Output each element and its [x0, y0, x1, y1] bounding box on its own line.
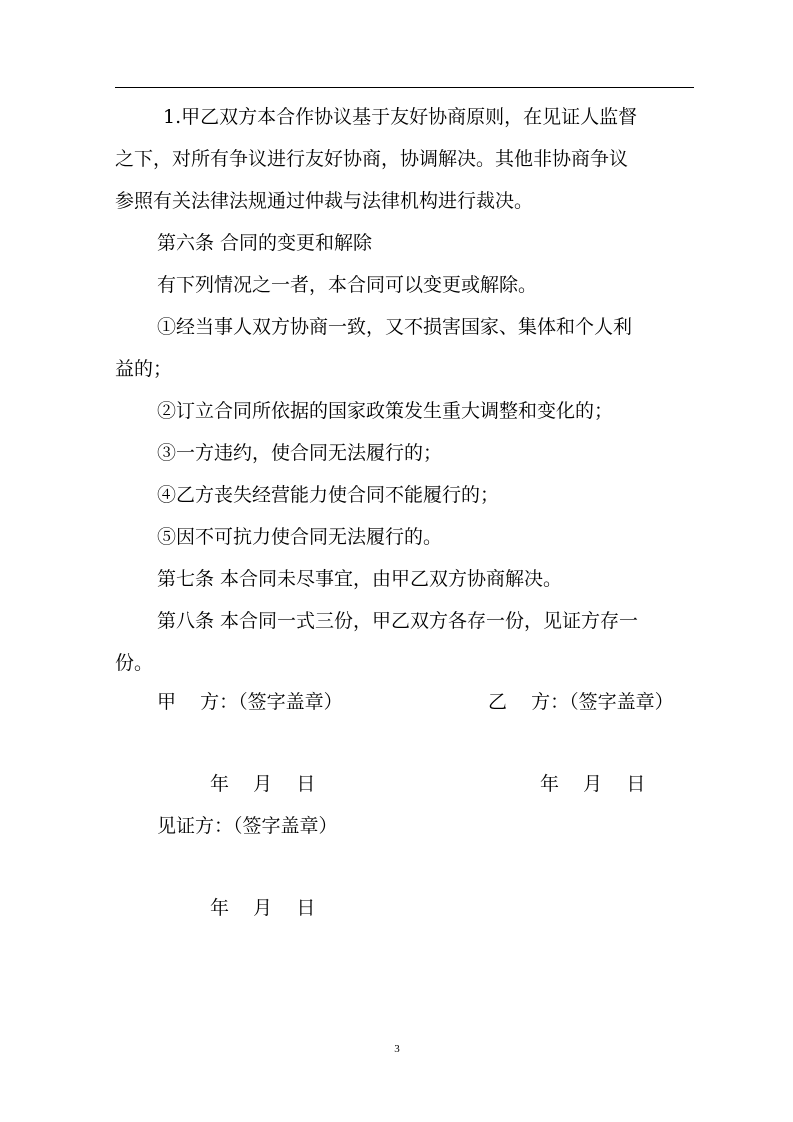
article-6-intro: 有下列情况之一者，本合同可以变更或解除。 — [157, 274, 538, 296]
party-a-date: 年 月 日 — [210, 773, 316, 795]
article-6-item-1-line-2: 益的； — [115, 358, 173, 380]
clause-1-line-2: 之下，对所有争议进行友好协商，协调解决。其他非协商争议 — [115, 148, 629, 170]
header-rule — [115, 87, 694, 88]
article-6-item-3: ③一方违约，使合同无法履行的； — [157, 442, 443, 464]
witness-signature: 见证方：（签字盖章） — [157, 815, 338, 837]
clause-1-line-1: 1.甲乙双方本合作协议基于友好协商原则，在见证人监督 — [163, 106, 638, 128]
page-number: 3 — [394, 1043, 400, 1055]
article-8-line-2: 份。 — [115, 652, 154, 674]
party-b-date: 年 月 日 — [540, 773, 646, 795]
article-8-line-1: 第八条 本合同一式三份，甲乙双方各存一份，见证方存一 — [157, 610, 639, 632]
article-6-heading: 第六条 合同的变更和解除 — [157, 232, 373, 254]
article-6-item-5: ⑤因不可抗力使合同无法履行的。 — [157, 526, 443, 548]
article-6-item-2: ②订立合同所依据的国家政策发生重大调整和变化的； — [157, 400, 614, 422]
article-6-item-1-line-1: ①经当事人双方协商一致，又不损害国家、集体和个人利 — [157, 316, 633, 338]
article-7: 第七条 本合同未尽事宜，由甲乙双方协商解决。 — [157, 568, 563, 590]
party-b-signature: 乙 方：（签字盖章） — [488, 691, 674, 713]
article-6-item-4: ④乙方丧失经营能力使合同不能履行的； — [157, 484, 500, 506]
clause-1-line-3: 参照有关法律法规通过仲裁与法律机构进行裁决。 — [115, 190, 534, 212]
party-a-signature: 甲 方：（签字盖章） — [157, 691, 343, 713]
witness-date: 年 月 日 — [210, 897, 316, 919]
